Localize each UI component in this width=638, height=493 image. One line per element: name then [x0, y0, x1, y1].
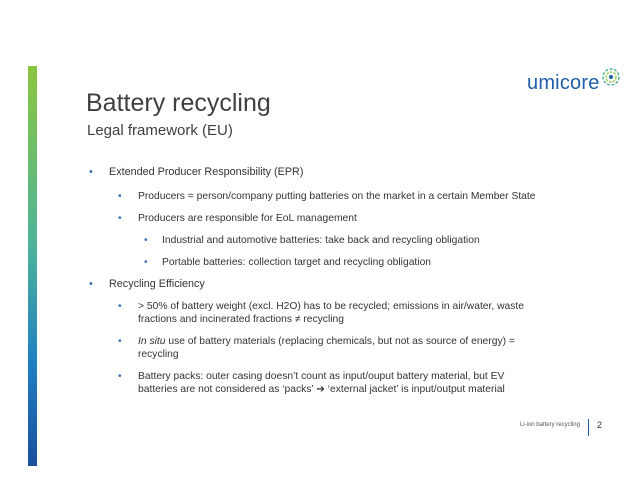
bullet-marker: •: [144, 257, 148, 268]
bullet-marker: •: [118, 336, 122, 347]
bullet-producers-eol: [86, 212, 556, 225]
bullet-marker: •: [144, 235, 148, 246]
bullet-text-line-2: recycling: [138, 349, 179, 360]
logo-text: umicore: [527, 72, 600, 94]
slide-title: Battery recycling: [86, 89, 271, 117]
bullet-text: Portable batteries: collection target and recycling obligation: [162, 257, 432, 268]
bullet-text-line-1: > 50% of battery weight (excl. H2O) has to be recycled; emissions in air/water, waste: [138, 301, 525, 312]
bullet-list: [86, 166, 556, 396]
bullet-text: Recycling Efficiency: [109, 278, 205, 290]
bullet-recycling-efficiency: [86, 278, 556, 291]
bullet-text: Extended Producer Responsibility (EPR): [109, 166, 304, 178]
bullet-marker: •: [118, 371, 122, 382]
bullet-in-situ: [86, 335, 556, 361]
bullet-marker: •: [118, 301, 122, 312]
bullet-text: Producers = person/company putting batteries on the market in a certain Member State: [138, 191, 536, 202]
logo-swirl-icon: [601, 67, 621, 87]
bullet-epr: [86, 166, 556, 179]
bullet-producers-definition: [86, 190, 556, 203]
bullet-portable-batteries: [86, 256, 556, 269]
bullet-marker: •: [118, 191, 122, 202]
page-number: 2: [596, 420, 602, 430]
bullet-marker: •: [89, 278, 93, 290]
bullet-text-line-2-end: ‘external jacket’ is input/output material: [324, 384, 505, 395]
footer: [520, 419, 602, 436]
slide-subtitle: Legal framework (EU): [87, 122, 233, 139]
bullet-battery-weight: [86, 300, 556, 326]
bullet-text: Industrial and automotive batteries: take back and recycling obligation: [162, 235, 480, 246]
bullet-text-line-2: fractions and incinerated fractions ≠ recycling: [138, 314, 344, 325]
umicore-logo: [527, 72, 621, 95]
accent-bar: [28, 66, 37, 466]
bullet-text-line-1: Battery packs: outer casing doesn’t count as input/ouput battery material, but EV: [138, 371, 505, 382]
bullet-text: Producers are responsible for EoL management: [138, 213, 357, 224]
bullet-text-line-2: batteries are not considered as ‘packs’: [138, 384, 317, 395]
bullet-marker: •: [89, 166, 93, 178]
in-situ-emphasis: In situ: [138, 336, 166, 347]
bullet-text-line-1: use of battery materials (replacing chemicals, but not as source of energy) =: [165, 336, 515, 347]
bullet-marker: •: [118, 213, 122, 224]
arrow-icon: ➔: [316, 383, 325, 395]
bullet-industrial-batteries: [86, 234, 556, 247]
footer-label: Li-ion battery recycling: [519, 422, 580, 428]
bullet-battery-packs: [86, 370, 556, 396]
